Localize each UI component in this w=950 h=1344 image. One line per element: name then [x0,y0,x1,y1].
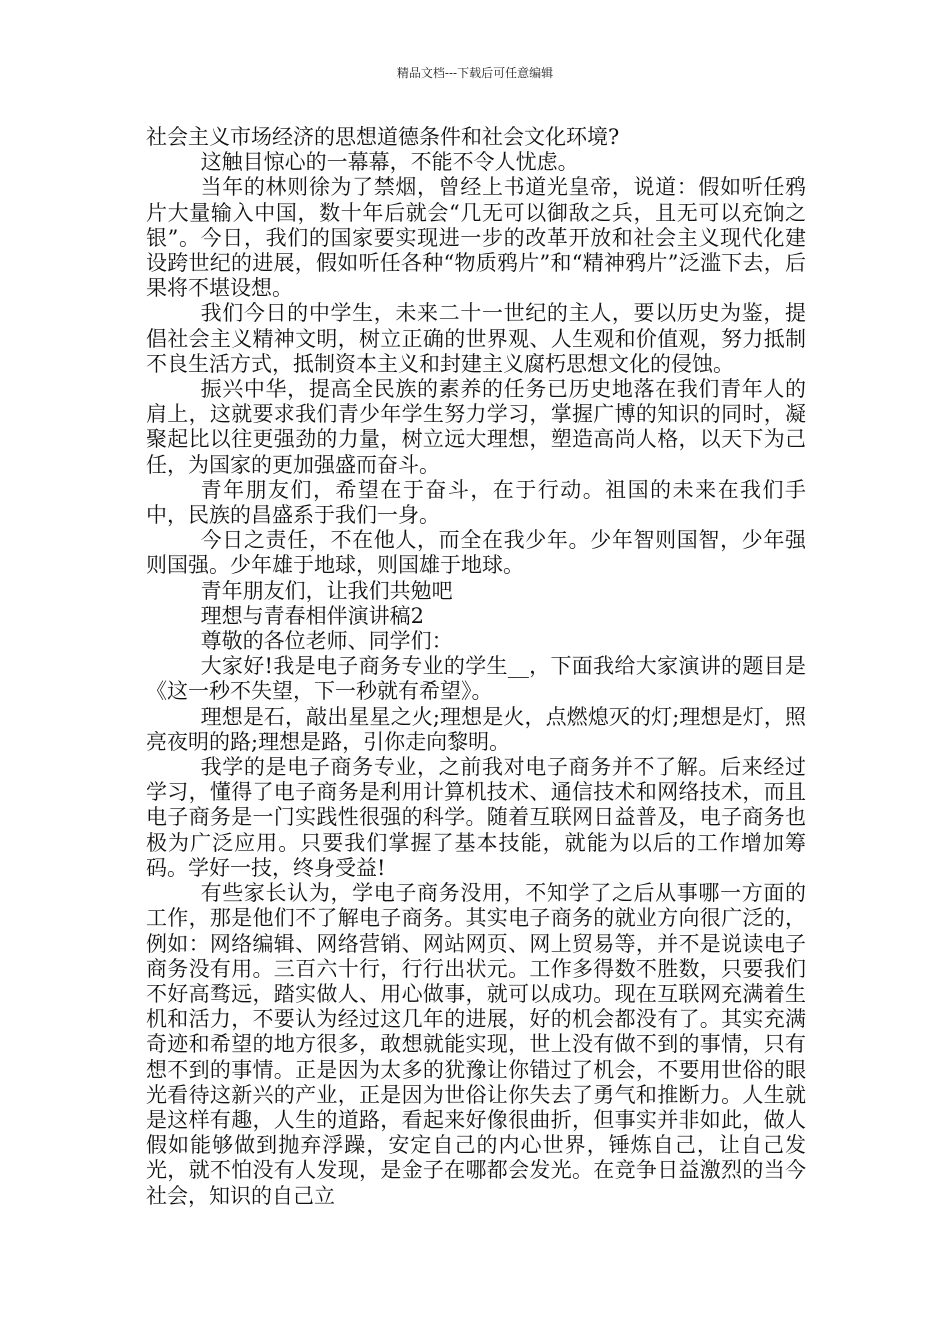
paragraph: 青年朋友们，让我们共勉吧 [200,578,453,603]
paragraph: 有些家长认为，学电子商务没用，不知学了之后从事哪一方面的工作，那是他们不了解电子商务。其实电子商务的就业方向很广泛的，例如：网络编辑、网络营销、网站网页、网上贸易等，并不是说读电子商务没有用。三百六十行，行行出状元。工作多得数不胜数，只要我们不好高骛远，踏实做人、用心做事，就可以成功。现在互联网充满着生机和活力，不要认为经过这几年的进展，好的机会都没有了。其实充满奇迹和希望的地方很多，敢想就能实现，世上没有做不到的事情，只有想不到的事情。正是因为太多的犹豫让你错过了机会，不要用世俗的眼光看待这新兴的产业，正是因为世俗让你失去了勇气和推断力。人生就是这样有趣，人生的道路，看起来好像很曲折，但事实并非如此，做人假如能够做到抛弃浮躁，安定自己的内心世界，锤炼自己，让自己发光，就不怕没有人发现，是金子在哪都会发光。在竞争日益激烈的当今社会，知识的自己立 [146,881,806,1208]
paragraph: 当年的林则徐为了禁烟，曾经上书道光皇帝，说道：假如听任鸦片大量输入中国，数十年后就会“几无可以御敌之兵，且无可以充饷之银”。今日，我们的国家要实现进一步的改革开放和社会主义现代化建设跨世纪的进展，假如听任各种“物质鸦片”和“精神鸦片”泛滥下去，后果将不堪设想。 [146,175,806,301]
paragraph: 青年朋友们，希望在于奋斗，在于行动。祖国的未来在我们手中，民族的昌盛系于我们一身。 [146,477,806,528]
paragraph: 振兴中华，提高全民族的素养的任务已历史地落在我们青年人的肩上，这就要求我们青少年学生努力学习，掌握广博的知识的同时，凝聚起比以往更强劲的力量，树立远大理想，塑造高尚人格，以天下为己任，为国家的更加强盛而奋斗。 [146,377,806,477]
salutation: 尊敬的各位老师、同学们： [200,629,453,654]
paragraph: 今日之责任，不在他人，而全在我少年。少年智则国智，少年强则国强。少年雄于地球，则国雄于地球。 [146,528,806,578]
page-header: 精品文档---下载后可任意编辑 [396,66,554,80]
section-title: 理想与青春相伴演讲稿2 [200,603,424,628]
paragraph: 社会主义市场经济的思想道德条件和社会文化环境? [146,125,620,149]
paragraph: 我学的是电子商务专业，之前我对电子商务并不了解。后来经过学习，懂得了电子商务是利用计算机技术、通信技术和网络技术，而且电子商务是一门实践性很强的科学。随着互联网日益普及，电子商务也极为广泛应用。只要我们掌握了基本技能，就能为以后的工作增加筹码。学好一技，终身受益! [146,755,806,880]
paragraph: 大家好!我是电子商务专业的学生__，下面我给大家演讲的题目是《这一秒不失望，下一秒就有希望》。 [146,654,806,704]
paragraph: 这触目惊心的一幕幕，不能不令人忧虑。 [200,150,579,175]
paragraph: 理想是石，敲出星星之火;理想是火，点燃熄灭的灯;理想是灯，照亮夜明的路;理想是路，引你走向黎明。 [146,704,806,754]
document-body [146,125,806,1209]
paragraph: 我们今日的中学生，未来二十一世纪的主人，要以历史为鉴，提倡社会主义精神文明，树立正确的世界观、人生观和价值观，努力抵制不良生活方式，抵制资本主义和封建主义腐朽思想文化的侵蚀。 [146,301,806,376]
